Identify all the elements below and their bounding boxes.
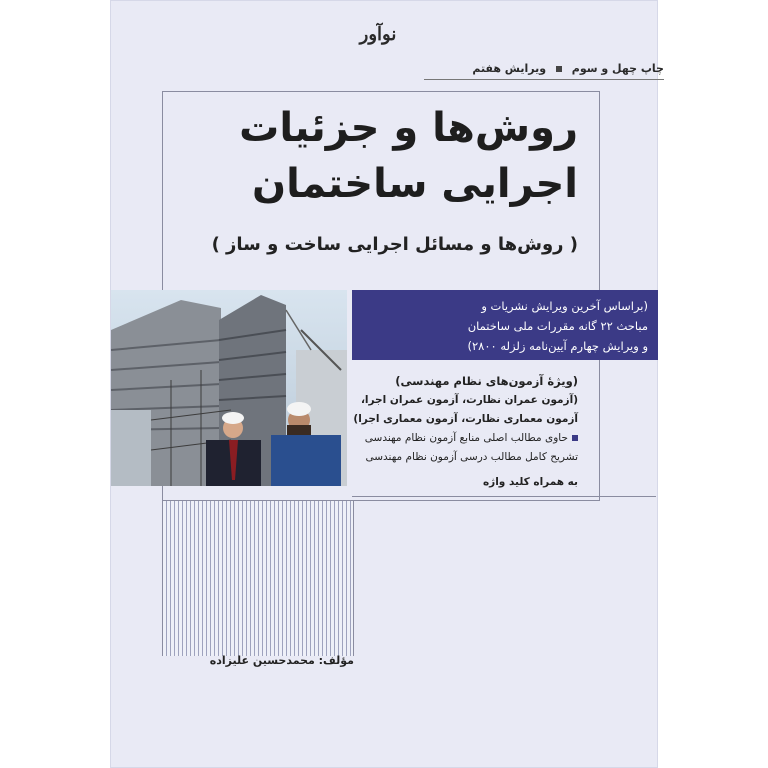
title-line-1: روش‌ها و جزئیات xyxy=(239,105,578,151)
divider xyxy=(352,496,656,497)
square-bullet-icon xyxy=(556,66,562,72)
decorative-stripes xyxy=(162,500,354,660)
info-line: و ویرایش چهارم آیین‌نامه زلزله ۲۸۰۰) xyxy=(467,339,648,353)
exam-line: تشریح کامل مطالب درسی آزمون نظام مهندسی xyxy=(365,451,578,463)
standards-info-box xyxy=(352,290,658,360)
book-subtitle: ( روش‌ها و مسائل اجرایی ساخت و ساز ) xyxy=(211,234,578,255)
info-line: (براساس آخرین ویرایش نشریات و xyxy=(481,299,648,313)
exam-heading: (ویژهٔ آزمون‌های نظام مهندسی) xyxy=(395,374,578,388)
exam-line: (آزمون عمران نظارت، آزمون عمران اجرا، xyxy=(360,394,578,406)
exam-line: به همراه کلید واژه xyxy=(482,476,578,488)
exam-line: آزمون معماری نظارت، آزمون معماری اجرا) xyxy=(353,413,578,425)
title-line-2: اجرایی ساختمان xyxy=(251,161,578,207)
exam-info xyxy=(350,372,578,492)
publisher-logo: نوآور xyxy=(359,24,397,45)
book-title xyxy=(198,100,578,212)
info-line: مباحث ۲۲ گانه مقررات ملی ساختمان xyxy=(467,319,648,333)
revision-label: ویرایش هفتم xyxy=(472,62,547,75)
construction-photo xyxy=(111,290,347,486)
exam-line-text: حاوی مطالب اصلی منابع آزمون نظام مهندسی xyxy=(364,432,568,444)
square-bullet-icon xyxy=(572,435,578,441)
edition-info xyxy=(424,62,664,80)
author-name: مؤلف: محمدحسین علیزاده xyxy=(209,654,354,667)
printing-label: چاپ چهل و سوم xyxy=(571,62,664,75)
exam-line xyxy=(350,429,578,448)
